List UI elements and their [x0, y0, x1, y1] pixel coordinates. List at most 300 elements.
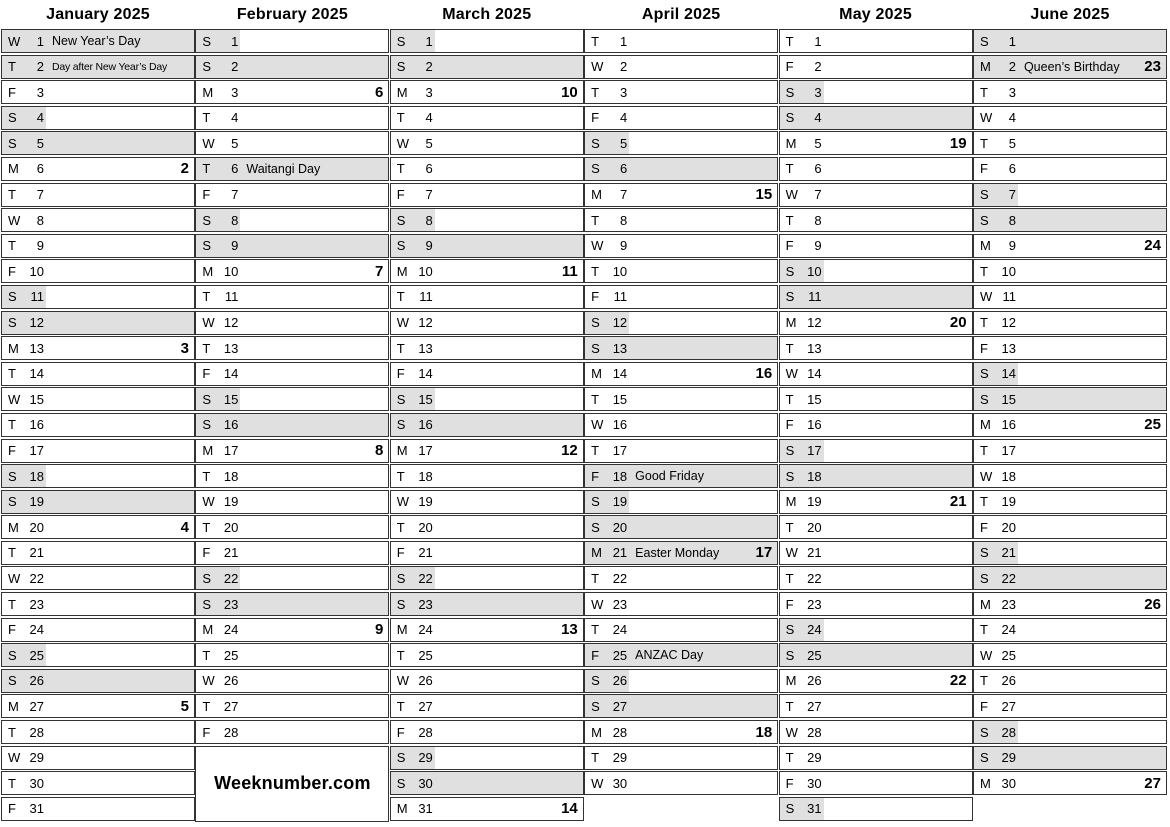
day-label	[196, 388, 240, 410]
day-row	[779, 592, 973, 616]
day-label	[2, 260, 46, 282]
day-letter: T	[202, 161, 211, 177]
day-row	[584, 311, 778, 335]
day-label	[780, 30, 824, 52]
day-label	[391, 798, 435, 820]
day-number: 18	[29, 468, 44, 484]
day-letter: S	[785, 622, 795, 638]
day-number: 19	[612, 494, 628, 510]
day-number: 21	[223, 545, 239, 561]
week-number: 25	[1144, 416, 1161, 434]
day-number: 17	[29, 443, 44, 458]
day-row	[973, 285, 1167, 309]
day-number: 26	[612, 673, 628, 689]
day-number: 27	[1001, 698, 1016, 714]
day-letter: S	[979, 212, 989, 228]
day-number: 2	[1008, 59, 1016, 75]
day-label	[974, 695, 1018, 717]
day-number: 15	[612, 391, 628, 407]
day-number: 9	[619, 238, 628, 254]
day-label	[2, 542, 46, 564]
day-label	[585, 644, 629, 666]
day-number: 17	[223, 443, 239, 458]
week-number: 24	[1144, 237, 1161, 255]
day-label	[585, 619, 629, 641]
month-title: January 2025	[46, 5, 150, 23]
day-number: 23	[29, 596, 44, 612]
holiday-name: ANZAC Day	[635, 648, 704, 663]
day-row	[195, 515, 389, 539]
day-label	[974, 721, 1018, 743]
day-row	[1, 694, 195, 718]
month-column-february	[195, 0, 389, 822]
day-row	[584, 131, 778, 155]
day-letter: W	[591, 775, 604, 791]
day-number: 20	[612, 519, 628, 535]
day-letter: M	[979, 59, 991, 75]
day-number: 9	[36, 238, 44, 254]
day-row	[584, 669, 778, 693]
day-label	[196, 30, 240, 52]
day-label	[2, 414, 46, 436]
day-label	[780, 312, 824, 334]
month-title: May 2025	[839, 5, 912, 23]
day-row	[973, 490, 1167, 514]
day-row	[973, 55, 1167, 79]
day-label	[391, 235, 435, 257]
day-letter: S	[396, 596, 406, 612]
day-letter: S	[785, 443, 795, 458]
day-number: 2	[231, 59, 239, 75]
day-label	[780, 440, 824, 462]
day-label	[2, 81, 46, 103]
day-label	[974, 132, 1018, 154]
month-column-april	[584, 0, 778, 822]
day-label	[2, 619, 46, 641]
day-row	[973, 720, 1167, 744]
month-column-march	[390, 0, 584, 822]
day-letter: F	[8, 84, 16, 100]
day-letter: S	[591, 161, 600, 177]
day-number: 30	[418, 775, 433, 791]
day-row	[779, 771, 973, 795]
day-label	[974, 235, 1018, 257]
day-letter: T	[202, 340, 211, 356]
day-label	[585, 721, 629, 743]
day-number: 1	[1008, 33, 1016, 49]
day-row	[1, 259, 195, 283]
day-label	[391, 567, 435, 589]
day-letter: F	[202, 187, 211, 203]
day-number: 16	[612, 417, 628, 433]
day-number: 11	[808, 289, 822, 305]
day-label	[974, 107, 1018, 129]
day-number: 12	[1001, 315, 1016, 331]
day-label	[780, 158, 824, 180]
day-label	[585, 440, 629, 462]
holiday-name: Day after New Year’s Day	[52, 60, 168, 73]
day-row	[973, 566, 1167, 590]
day-letter: T	[979, 673, 988, 689]
day-number: 19	[807, 494, 822, 510]
week-number: 12	[561, 442, 578, 459]
day-label	[780, 235, 824, 257]
day-number: 8	[231, 212, 239, 228]
day-letter: S	[396, 417, 406, 433]
day-row	[779, 618, 973, 642]
day-label	[780, 337, 824, 359]
day-number: 12	[29, 315, 44, 331]
day-row	[973, 80, 1167, 104]
day-row	[195, 566, 389, 590]
day-number: 25	[29, 647, 44, 663]
day-letter: W	[8, 212, 21, 228]
day-row	[584, 566, 778, 590]
day-row	[779, 157, 973, 181]
day-row	[1, 80, 195, 104]
day-letter: F	[8, 622, 16, 638]
day-label	[391, 209, 435, 231]
day-number: 29	[612, 750, 628, 766]
day-number: 13	[807, 340, 822, 356]
day-letter: S	[8, 289, 17, 305]
day-label	[196, 209, 240, 231]
day-letter: T	[202, 647, 211, 663]
day-label	[196, 567, 240, 589]
day-letter: T	[979, 263, 988, 279]
day-letter: F	[785, 775, 794, 791]
day-row	[390, 643, 584, 667]
day-number: 9	[1008, 238, 1016, 254]
day-number: 27	[29, 698, 44, 714]
day-row	[1, 490, 195, 514]
day-number: 6	[231, 161, 239, 177]
day-label	[2, 363, 46, 385]
day-label	[391, 158, 435, 180]
day-number: 6	[619, 161, 628, 177]
day-row	[195, 208, 389, 232]
day-label	[196, 107, 240, 129]
day-row	[973, 29, 1167, 53]
day-label	[780, 414, 824, 436]
day-row	[390, 336, 584, 360]
day-number: 2	[814, 59, 822, 75]
day-row	[1, 566, 195, 590]
day-letter: T	[396, 340, 405, 356]
day-label	[974, 363, 1018, 385]
week-number: 7	[375, 262, 384, 280]
week-number: 15	[755, 186, 773, 204]
day-number: 10	[418, 263, 433, 279]
day-row	[1, 515, 195, 539]
day-row	[195, 157, 389, 181]
day-row	[584, 387, 778, 411]
day-row	[779, 694, 973, 718]
day-row	[390, 311, 584, 335]
day-letter: M	[202, 263, 214, 279]
day-row	[1, 720, 195, 744]
day-label	[974, 593, 1018, 615]
day-letter: T	[591, 443, 600, 458]
day-label	[391, 286, 435, 308]
day-letter: S	[591, 698, 600, 714]
week-number: 22	[949, 672, 967, 690]
day-number: 13	[223, 340, 239, 356]
day-row	[195, 669, 389, 693]
day-row	[973, 541, 1167, 565]
day-letter: F	[591, 289, 600, 305]
day-label	[2, 107, 46, 129]
day-row	[390, 515, 584, 539]
week-number: 2	[180, 160, 189, 178]
day-row	[1, 541, 195, 565]
day-number: 30	[29, 775, 44, 791]
day-number: 8	[425, 212, 433, 228]
day-number: 4	[425, 110, 433, 126]
day-row	[195, 720, 389, 744]
day-label	[585, 593, 629, 615]
day-label	[2, 695, 46, 717]
day-number: 11	[224, 289, 239, 305]
day-number: 21	[612, 545, 628, 561]
day-letter: M	[591, 366, 603, 382]
day-row	[779, 515, 973, 539]
day-letter: S	[8, 110, 17, 126]
day-row	[195, 285, 389, 309]
day-label	[2, 670, 46, 692]
day-number: 11	[613, 289, 628, 305]
day-label	[196, 670, 240, 692]
day-letter: S	[202, 33, 212, 49]
day-row	[390, 413, 584, 437]
day-letter: M	[979, 775, 991, 791]
day-number: 10	[612, 263, 628, 279]
day-label	[974, 260, 1018, 282]
day-row	[195, 490, 389, 514]
day-row	[779, 311, 973, 335]
day-row	[584, 29, 778, 53]
day-row	[390, 694, 584, 718]
day-letter: S	[979, 187, 989, 203]
day-number: 14	[807, 366, 822, 382]
day-label	[2, 440, 46, 462]
day-label	[974, 81, 1018, 103]
day-label	[391, 516, 435, 538]
day-label	[585, 772, 629, 794]
day-number: 12	[807, 315, 822, 331]
day-label	[2, 772, 46, 794]
day-label	[974, 30, 1018, 52]
day-row	[1, 387, 195, 411]
week-number: 11	[561, 262, 578, 280]
day-label	[780, 721, 824, 743]
day-letter: F	[785, 59, 794, 75]
day-letter: T	[979, 494, 988, 510]
day-label	[585, 184, 629, 206]
day-row	[390, 439, 584, 463]
day-row	[1, 771, 195, 795]
day-row	[584, 746, 778, 770]
day-letter: S	[591, 494, 600, 510]
day-letter: F	[979, 161, 988, 177]
week-number: 16	[755, 365, 773, 383]
day-row	[1, 669, 195, 693]
day-number: 13	[1001, 340, 1016, 356]
day-letter: T	[202, 110, 211, 126]
day-number: 10	[1001, 263, 1016, 279]
day-letter: W	[202, 494, 215, 510]
day-number: 5	[425, 135, 433, 151]
day-row	[973, 131, 1167, 155]
day-letter: T	[785, 698, 794, 714]
day-label	[585, 312, 629, 334]
day-label	[196, 516, 240, 538]
day-number: 24	[612, 622, 628, 638]
day-number: 26	[1001, 673, 1016, 689]
day-label	[780, 465, 824, 487]
day-label	[196, 465, 240, 487]
day-number: 11	[1002, 289, 1016, 305]
day-letter: F	[591, 647, 600, 663]
day-label	[585, 363, 629, 385]
day-row	[584, 643, 778, 667]
day-row	[973, 515, 1167, 539]
day-letter: T	[396, 468, 405, 484]
day-row	[973, 106, 1167, 130]
day-label	[780, 567, 824, 589]
day-number: 6	[425, 161, 433, 177]
day-letter: F	[8, 263, 16, 279]
day-number: 3	[814, 84, 822, 100]
day-number: 30	[807, 775, 822, 791]
day-number: 19	[418, 494, 433, 510]
day-label	[2, 286, 46, 308]
day-number: 24	[418, 622, 433, 638]
month-grid	[390, 29, 584, 822]
day-number: 25	[807, 647, 822, 663]
day-letter: T	[591, 750, 600, 766]
day-row	[195, 387, 389, 411]
day-letter: T	[591, 263, 600, 279]
day-letter: S	[8, 494, 17, 510]
day-label	[391, 184, 435, 206]
day-letter: S	[979, 724, 989, 740]
day-row	[1, 439, 195, 463]
day-letter: F	[396, 724, 405, 740]
day-number: 1	[36, 33, 44, 49]
day-letter: T	[785, 340, 794, 356]
day-letter: S	[202, 417, 212, 433]
day-number: 4	[814, 110, 822, 126]
day-label	[391, 695, 435, 717]
day-number: 10	[223, 263, 239, 279]
day-number: 14	[1001, 366, 1016, 382]
day-label	[974, 414, 1018, 436]
day-number: 20	[223, 519, 239, 535]
day-letter: S	[785, 801, 795, 817]
day-letter: W	[785, 366, 798, 382]
day-label	[196, 260, 240, 282]
week-number: 5	[180, 697, 189, 715]
day-label	[780, 286, 824, 308]
day-letter: T	[785, 391, 794, 407]
day-row	[195, 29, 389, 53]
day-label	[391, 107, 435, 129]
day-letter: T	[396, 110, 405, 126]
day-number: 16	[807, 417, 822, 433]
day-letter: T	[8, 545, 16, 561]
day-number: 15	[1001, 391, 1016, 407]
day-letter: S	[591, 315, 600, 331]
day-number: 16	[223, 417, 239, 433]
day-number: 26	[807, 673, 822, 689]
day-label	[585, 260, 629, 282]
day-letter: S	[591, 519, 600, 535]
week-number: 4	[180, 518, 189, 536]
day-number: 27	[612, 698, 628, 714]
day-letter: T	[979, 135, 988, 151]
day-number: 8	[1008, 212, 1016, 228]
day-letter: W	[785, 724, 798, 740]
day-number: 16	[1001, 417, 1016, 433]
day-number: 20	[807, 519, 822, 535]
day-number: 5	[619, 135, 628, 151]
day-letter: T	[979, 315, 988, 331]
day-number: 8	[814, 212, 822, 228]
day-label	[2, 30, 46, 52]
day-letter: W	[785, 545, 798, 561]
day-letter: T	[979, 622, 988, 638]
day-number: 17	[418, 443, 433, 458]
day-number: 11	[419, 289, 433, 305]
day-label	[585, 414, 629, 436]
day-row	[1, 208, 195, 232]
day-letter: S	[396, 59, 406, 75]
day-letter: S	[202, 212, 212, 228]
day-letter: S	[396, 33, 406, 49]
day-row	[390, 669, 584, 693]
day-letter: M	[785, 494, 797, 510]
day-letter: S	[202, 596, 212, 612]
day-label	[974, 491, 1018, 513]
day-label	[780, 593, 824, 615]
day-row	[584, 464, 778, 488]
day-number: 23	[418, 596, 433, 612]
day-number: 13	[418, 340, 433, 356]
day-letter: F	[8, 443, 16, 458]
day-label	[391, 132, 435, 154]
month-grid	[1, 29, 195, 822]
day-letter: T	[202, 289, 211, 305]
day-label	[780, 670, 824, 692]
day-label	[780, 132, 824, 154]
day-number: 15	[418, 391, 433, 407]
day-letter: F	[202, 545, 211, 561]
day-row	[195, 131, 389, 155]
day-letter: F	[979, 340, 988, 356]
day-label	[2, 337, 46, 359]
day-row	[1, 285, 195, 309]
day-label	[196, 491, 240, 513]
week-number: 19	[949, 134, 967, 152]
day-row	[1, 464, 195, 488]
day-number: 6	[814, 161, 822, 177]
day-letter: T	[979, 443, 988, 458]
day-letter: T	[785, 161, 794, 177]
day-label	[585, 132, 629, 154]
day-letter: S	[979, 366, 989, 382]
day-letter: M	[591, 724, 603, 740]
